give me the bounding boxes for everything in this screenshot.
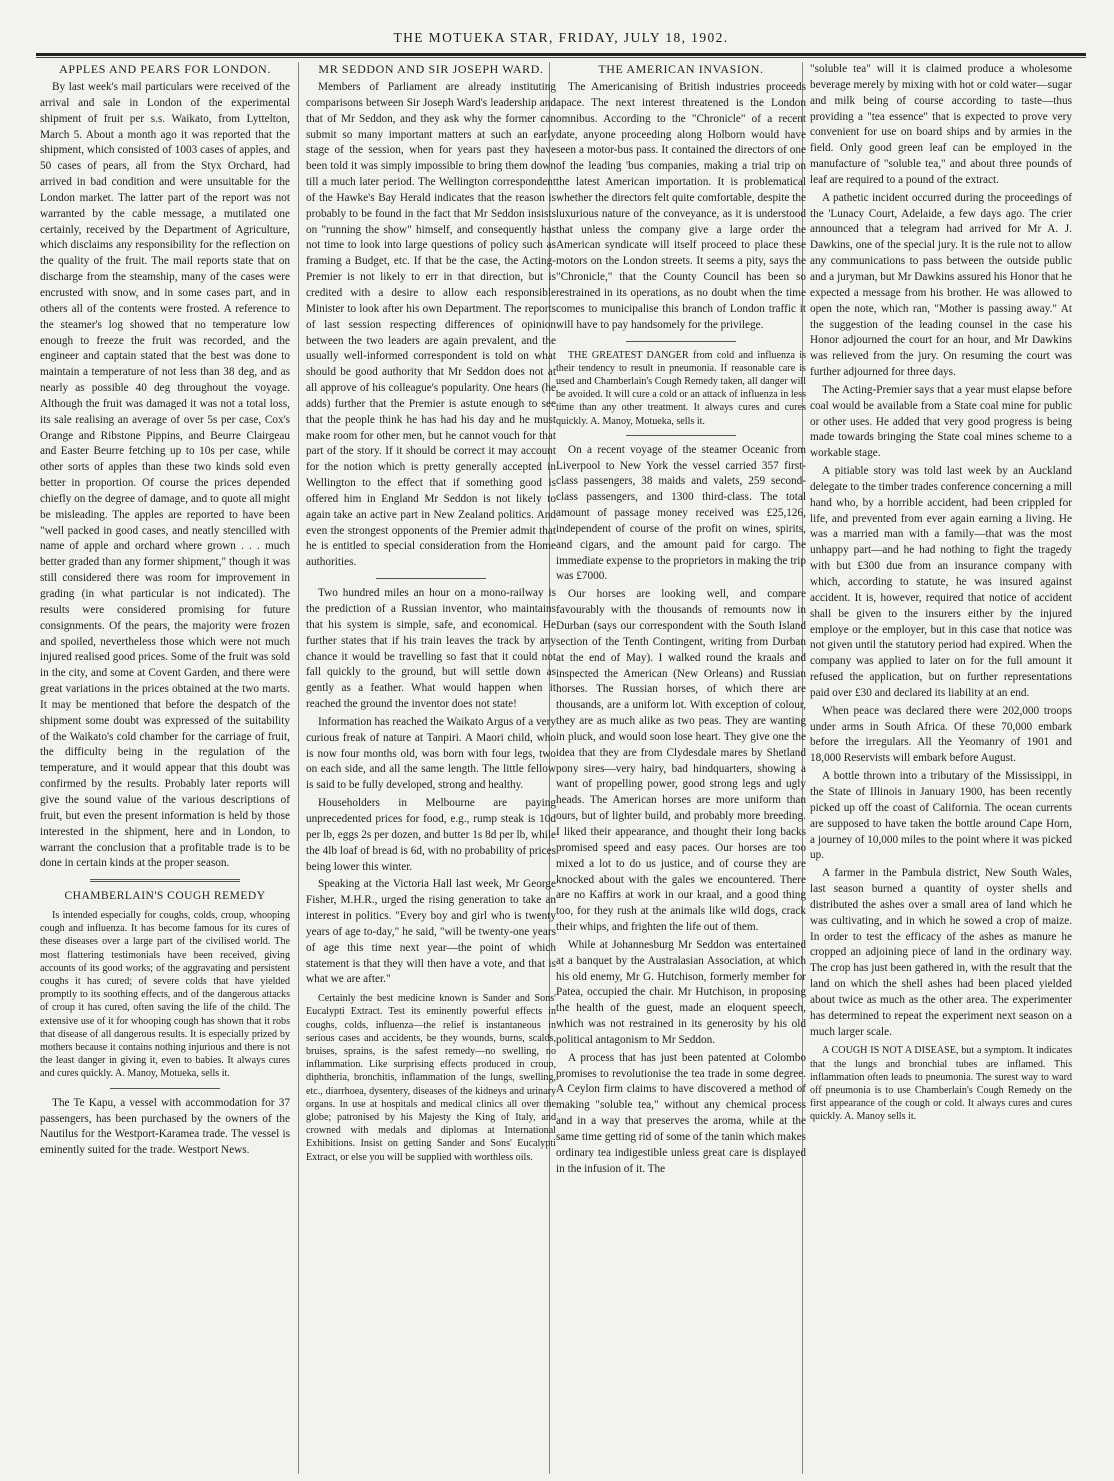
article-paragraph: A pitiable story was told last week by an Auckland delegate to the timber trades conference concerning a mill hand who, by a horrible accident, had been crippled for life, and prevented from ever again earning a living. He was a married man with a family—that was the most unhappy part—and he had nothing to fight the tragedy with but £300 due from an insurance company with which, according to statute, he was insured against accident. It is, however, required that notice of accident shall be given to the insurers either by the injured employe or the employer, but in this case that notice was not given until the statutory period had expired. When the company was applied to later on for the full amount it refused the application, but on further representations paid over £30 and declared its liability at an end.: [810, 465, 1072, 699]
article-paragraph: By last week's mail particulars were received of the arrival and sale in London of the experimental shipment of fruit per s.s. Waikato, from Lyttelton, March 5. About a month ago it was reported that the shipment, which consisted of 1003 cases of apples, and 50 cases of pears, all from the Styx Orchard, had arrived in bad condition and were unsuitable for the London market. The latter part of the report was not warranted by the cable message, a mutilated one certainly, received by the Department of Agriculture, which disclaims any responsibility for the reflection on the quality of the fruit. The mail reports state that on discharge from the steamship, many of the cases were encrusted with snow, and in some cases part, and in others all of the contents were frosted. A reference to the steamer's log showed that no temperature low enough to freeze the fruit was recorded, and the engineer and captain stated that the best was done to maintain a temperature of not less than 38 deg, and as nearly as possible 40 deg throughout the voyage. Although the fruit was damaged it was not a total loss, its sale realising an average of over 5s per case, Cox's Orange and Ribstone Pippins, and Beurre Clairgeau and Easter Beurre fetching up to 10s per case, while other sorts of apples than these two kinds sold even better in proportion. Of course the prices depended chiefly on the degree of damage, and to quote all might be misleading. The apples are reported to have been "well packed in good cases, and neatly stencilled with name of apple and orchard where grown . . . much better graded than any former shipment," though it was still considered there was room for improvement in grading (in what particular is not indicated). The results were considered promising for future consignments. Of the pears, the majority were frozen and spoiled, nevertheless those which were not much injured realised good prices. Some of the fruit was sold in the city, and some at Covent Garden, and there were great variations in the prices obtained at the two marts. It may be mentioned that before the despatch of the shipment some doubt was expressed of the suitability of the Waikato's cold chamber for the carriage of fruit, the difficulty being in the regulation of the temperature, and it would appear that this doubt was confirmed by the results. Probably later reports will give the sound value of the various descriptions of fruit, but even the present information is held by those interested in the shipment, here and in London, to warrant the conclusion that a profitable trade is to be done in certain kinds at the proper season.: [40, 81, 290, 870]
article-separator: [626, 341, 736, 342]
article-separator: [626, 435, 736, 436]
advertisement-text: Certainly the best medicine known is Sander and Sons' Eucalypti Extract. Test its eminently powerful effects in coughs, colds, influenza—the relief is instantaneous in serious cases and accidents, be they wounds, burns, scalds, bruises, sprains, is the safest remedy—no swelling, no inflammation. Like surprising effects produced in croup, diphtheria, bronchitis, inflammation of the lungs, swelling, etc., diarrhoea, dysentery, diseases of the kidneys and urinary organs. In use at hospitals and medical clinics all over the globe; patronised by his Majesty the King of Italy, and crowned with medals and diplomas at International Exhibitions. Insist on getting Sander and Sons' Eucalypti Extract, or else you will be supplied with worthless oils.: [306, 993, 556, 1163]
article-paragraph: Our horses are looking well, and compare favourably with the thousands of remounts now in Durban (says our correspondent with the South Island section of the Tenth Contingent, writing from Durban at the end of May). I walked round the kraals and inspected the American (New Orleans) and Russian horses. The Russian horses, of which there are thousands, are a uniform lot. With exception of colour, they are as much alike as two peas. They are wanting in pluck, and would soon lose heart. They give one the idea that they are from Clydesdale mares by Shetland pony sires—very hairy, bad hindquarters, showing a want of propelling power, good strong legs and ugly heads. The American horses are more uniform than ours, but of lighter build, and probably more breeding. I liked their appearance, and thought their long backs promised speed and easy paces. Our horses are too mixed a lot to do us justice, and of course they are knocked about with the gales we encountered. There are no Kaffirs at work in our kraal, and a good thing too, for they rush at the animals like wild dogs, crack their whips, and frighten the life out of them.: [556, 588, 806, 934]
article-paragraph: The Acting-Premier says that a year must elapse before coal would be available from a State coal mine for public or other uses. He added that very good progress is being made towards bringing the State coal mines scheme to a workable stage.: [810, 383, 1072, 460]
article-paragraph: Householders in Melbourne are paying unprecedented prices for food, e.g., rump steak is 10d per lb, eggs 2s per dozen, and butter 1s 8d per lb, while the 4lb loaf of bread is 6d, with no probability of prices being lower this winter.: [306, 797, 556, 873]
masthead-rule: [36, 53, 1086, 56]
column-4: [810, 62, 1072, 1474]
article-paragraph: A process that has just been patented at Colombo promises to revolutionise the tea trade in some degree. A Ceylon firm claims to have discovered a method of making "soluble tea," without any chemical process and in a way that preserves the aroma, while at the same time getting rid of some of the tanin which makes ordinary tea indigestible unless great care is displayed in the infusion of it. The: [556, 1051, 806, 1175]
article-paragraph: A farmer in the Pambula district, New South Wales, last season burned a quantity of oyster shells and distributed the ashes over a small area of land which he was cultivating, and in which he sowed a crop of maize. In order to test the efficacy of the ashes as manure he cropped an adjoining piece of land in the ordinary way. The crop has just been gathered in, with the result that the land on which the shell ashes had been placed yielded about twice as much as the other area. The experimenter has determined to repeat the experiment next season on a much larger scale.: [810, 867, 1072, 1038]
article-heading-apples-pears: APPLES AND PEARS FOR LONDON.: [59, 62, 271, 76]
column-1: [40, 62, 290, 1474]
article-paragraph: A pathetic incident occurred during the proceedings of the 'Lunacy Court, Adelaide, a few days ago. The crier announced that a telegram had arrived for Mr A. J. Dawkins, one of the special jury. It is the rule not to allow any communications to pass between the outside public and a juryman, but Mr Dawkins assured his Honor that he expected a message from his brother. He was allowed to open the note, which ran, "Mother is passing away." At the suggestion of the leading counsel in the case his Honor adjourned the court for an hour, and Mr Dawkins was relieved from the jury. On resuming the court was further adjourned for three days.: [810, 191, 1072, 379]
article-paragraph: A bottle thrown into a tributary of the Mississippi, in the State of Illinois in January 1900, has been recently picked up off the coast of California. The ocean currents are supposed to have taken the bottle around Cape Horn, a journey of 10,000 miles to the point where it was picked up.: [810, 770, 1072, 862]
article-paragraph: While at Johannesburg Mr Seddon was entertained at a banquet by the Australasian Association, at which his old enemy, Mr G. Hutchison, formerly member for Patea, occupied the chair. Mr Hutchison, in proposing the health of the guest, made an eloquent speech, which was not restrained in its generosity by his old political antagonism to Mr Seddon.: [556, 938, 806, 1046]
article-paragraph: Information has reached the Waikato Argus of a very curious freak of nature at Tanpiri. A Maori child, who is now four months old, was born with four legs, two on each side, and all the same length. The little fellow is said to be fully developed, strong and healthy.: [306, 715, 556, 792]
article-paragraph: The Te Kapu, a vessel with accommodation for 37 passengers, has been purchased by the owners of the Nautilus for the Westport-Karamea trade. The vessel is eminently suited for the trade. Westport News.: [40, 1096, 290, 1157]
advertisement-text: THE GREATEST DANGER from cold and influenza is their tendency to result in pneumonia. If reasonable care is used and Chamberlain's Cough Remedy taken, all danger will be avoided. It will cure a cold or an attack of influenza in less time than any other treatment. It always cures and cures quickly. A. Manoy, Motueka, sells it.: [556, 349, 806, 427]
masthead: THE MOTUEKA STAR, FRIDAY, JULY 18, 1902.: [393, 30, 729, 45]
column-divider: [298, 62, 299, 1474]
advertisement-text: A COUGH IS NOT A DISEASE, but a symptom. It indicates that the lungs and bronchial tubes are inflamed. This inflammation often leads to pneumonia. The surest way to ward off pneumonia is to use Chamberlain's Cough Remedy on the first appearance of the cough or cold. It always cures and cures quickly. A. Manoy sells it.: [810, 1045, 1072, 1123]
masthead-rule-thin: [36, 57, 1086, 58]
article-separator: [90, 879, 240, 882]
advertisement-text: Is intended especially for coughs, colds, croup, whooping cough and influenza. It has become famous for its cures of these diseases over a large part of the civilised world. The most flattering testimonials have been received, giving accounts of its good works; of the aggravating and persistent coughs it has cured; of severe colds that have yielded promptly to its soothing effects, and of the dangerous attacks of croup it has cured, often saving the life of the child. The extensive use of it for whooping cough has shown that it robs that disease of all dangerous results. It is especially prized by mothers because it contains nothing injurious and there is not the least danger in giving it, even to babies. It always cures and cures quickly. A. Manoy, Motueka, sells it.: [40, 910, 290, 1080]
column-2: [306, 62, 556, 1474]
article-separator: [110, 1088, 220, 1089]
article-paragraph: On a recent voyage of the steamer Oceanic from Liverpool to New York the vessel carried 357 first-class passengers, 38 maids and valets, 259 second-class passengers, and 1300 third-class. The total amount of passage money received was £25,126, independent of course of the profit on wines, spirits, and cigars, and the amount paid for cargo. The immediate expense to the proprietors in making the trip was £7000.: [556, 443, 806, 583]
column-3: [556, 62, 806, 1474]
article-heading-american-invasion: THE AMERICAN INVASION.: [598, 62, 764, 76]
ad-heading-chamberlain: CHAMBERLAIN'S COUGH REMEDY: [64, 890, 266, 903]
article-paragraph: Speaking at the Victoria Hall last week, Mr George Fisher, M.H.R., urged the rising generation to take an interest in politics. "Every boy and girl who is twenty years of age to-day," he said, "will be twenty-one years of age this time next year—the point of which statement is that they will then have a vote, and that is what we are after.": [306, 878, 556, 986]
article-paragraph: "soluble tea" will it is claimed produce a wholesome beverage merely by mixing with hot or cold water—sugar and milk being of course according to taste—thus providing a "tea essence" that is expected to prove very convenient for use on board ships and by armies in the field. Only good green leaf can be employed in the manufacture of "soluble tea," and about three pounds of leaf are required to a pound of the extract.: [810, 63, 1072, 186]
article-paragraph: The Americanising of British industries proceeds apace. The next interest threatened is the London omnibus. According to the "Chronicle" of a recent date, anyone proceeding along Holborn would have seen a motor-bus pass. It contained the directors of one of the leading 'bus companies, making a trial trip on the latest American importation. It is problematical whether the directors felt quite comfortable, despite the luxurious nature of the conveyance, as it is understood that unless the company give a large order the American syndicate will itself proceed to place these motors on the London streets. It seems a pity, says the "Chronicle," that the County Council has been so restrained in its operations, as no doubt when the time comes to municipalise this branch of London traffic it will have to pay handsomely for the privilege.: [556, 81, 806, 331]
article-paragraph: When peace was declared there were 202,000 troops under arms in South Africa. Of these 70,000 embark before the irregulars. All the Yeomanry of 1901 and 18,000 Reservists will embark before August.: [810, 704, 1072, 765]
article-heading-seddon-ward: MR SEDDON AND SIR JOSEPH WARD.: [318, 62, 544, 76]
article-separator: [376, 578, 486, 579]
article-paragraph: Two hundred miles an hour on a mono-railway is the prediction of a Russian inventor, who maintains that his system is simple, safe, and economical. He further states that if his train leaves the track by any chance it would be travelling so fast that it could not fall quickly to the ground, but will settle down as gently as a feather. What would happen when it reached the ground the inventor does not state!: [306, 587, 556, 711]
article-paragraph: Members of Parliament are already instituting comparisons between Sir Joseph Ward's leadership and that of Mr Seddon, and they ask why the former can submit so many important matters at such an early stage of the session, when for years past they have been told it was simply impossible to bring them down till a much later period. The Wellington correspondent of the Hawke's Bay Herald indicates that the reason is probably to be found in the fact that Mr Seddon insists on "running the show" himself, and consequently has not time to look into large questions of policy such as framing a Budget, etc. If that be the case, the Acting-Premier is not likely to err in that direction, but is credited with a desire to allow each responsible Minister to look after his own Department. The reports of last session respecting differences of opinion between the two leaders are again prevalent, and the usually well-informed correspondent is told on what should be good authority that Mr Seddon does not at all approve of his colleague's popularity. One hears (he adds) further that the Premier is astute enough to see that the people think he has had his day and he must make room for other men, but he cannot vouch for that part of the story. If it should be correct it may account for the notion which is pretty generally accepted in Wellington to the effect that if something good is offered him in England Mr Seddon is not likely to again take an active part in New Zealand politics. And even the strongest opponents of the Premier admit that he is entitled to special consideration from the Home authorities.: [306, 81, 556, 569]
